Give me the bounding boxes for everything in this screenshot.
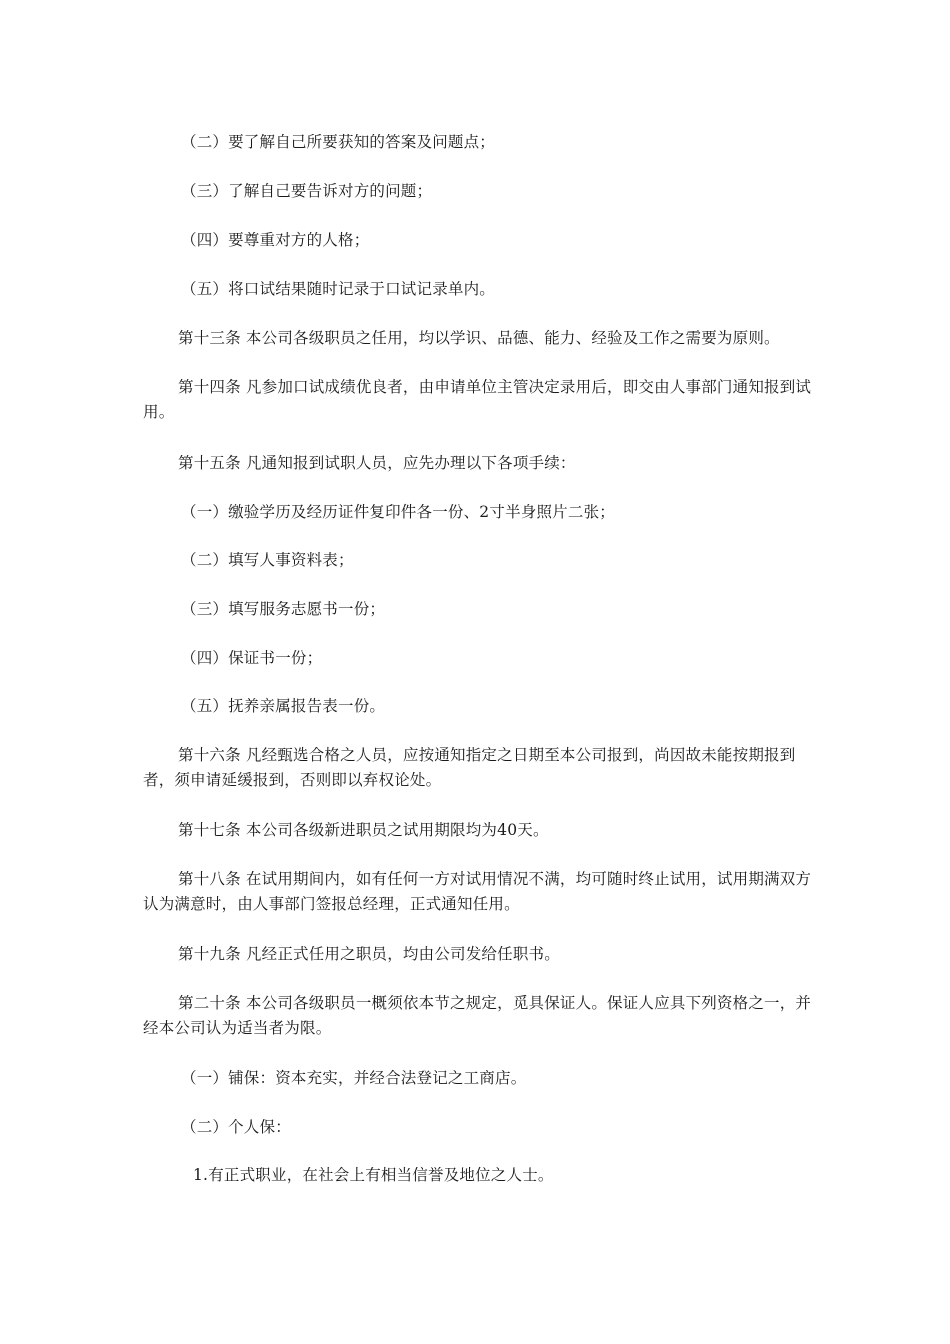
paragraph-item-3b: （三）填写服务志愿书一份； [181, 600, 386, 618]
paragraph-item-2c: （二）个人保： [181, 1118, 291, 1136]
article-14: 第十四条 凡参加口试成绩优良者，由申请单位主管决定录用后，即交由人事部门通知报到试用。 [143, 378, 812, 421]
article-15: 第十五条 凡通知报到试职人员，应先办理以下各项手续： [178, 454, 576, 472]
paragraph-item-1c: （一）铺保：资本充实，并经合法登记之工商店。 [181, 1069, 527, 1087]
paragraph-item-5b: （五）抚养亲属报告表一份。 [181, 697, 386, 715]
paragraph-item-2: （二）要了解自己所要获知的答案及问题点； [181, 133, 496, 151]
paragraph-item-2b: （二）填写人事资料表； [181, 551, 354, 569]
paragraph-item-4b: （四）保证书一份； [181, 649, 323, 667]
paragraph-item-3: （三）了解自己要告诉对方的问题； [181, 182, 433, 200]
paragraph-item-4: （四）要尊重对方的人格； [181, 231, 370, 249]
article-18: 第十八条 在试用期间内，如有任何一方对试用情况不满，均可随时终止试用，试用期满双方认为满意时，由人事部门签报总经理，正式通知任用。 [143, 870, 812, 913]
article-19: 第十九条 凡经正式任用之职员，均由公司发给任职书。 [178, 945, 560, 963]
article-17: 第十七条 本公司各级新进职员之试用期限均为40天。 [178, 821, 549, 839]
article-20: 第二十条 本公司各级职员一概须依本节之规定，觅具保证人。保证人应具下列资格之一，并经本公司认为适当者为限。 [143, 994, 812, 1037]
paragraph-item-1: （一）缴验学历及经历证件复印件各一份、2寸半身照片二张； [181, 503, 615, 521]
sub-item-1: 1.有正式职业，在社会上有相当信誉及地位之人士。 [193, 1166, 554, 1184]
paragraph-item-5: （五）将口试结果随时记录于口试记录单内。 [181, 280, 496, 298]
article-16: 第十六条 凡经甄选合格之人员，应按通知指定之日期至本公司报到，尚因故未能按期报到者，须申请延缓报到，否则即以弃权论处。 [143, 746, 796, 789]
article-13: 第十三条 本公司各级职员之任用，均以学识、品德、能力、经验及工作之需要为原则。 [178, 329, 780, 347]
